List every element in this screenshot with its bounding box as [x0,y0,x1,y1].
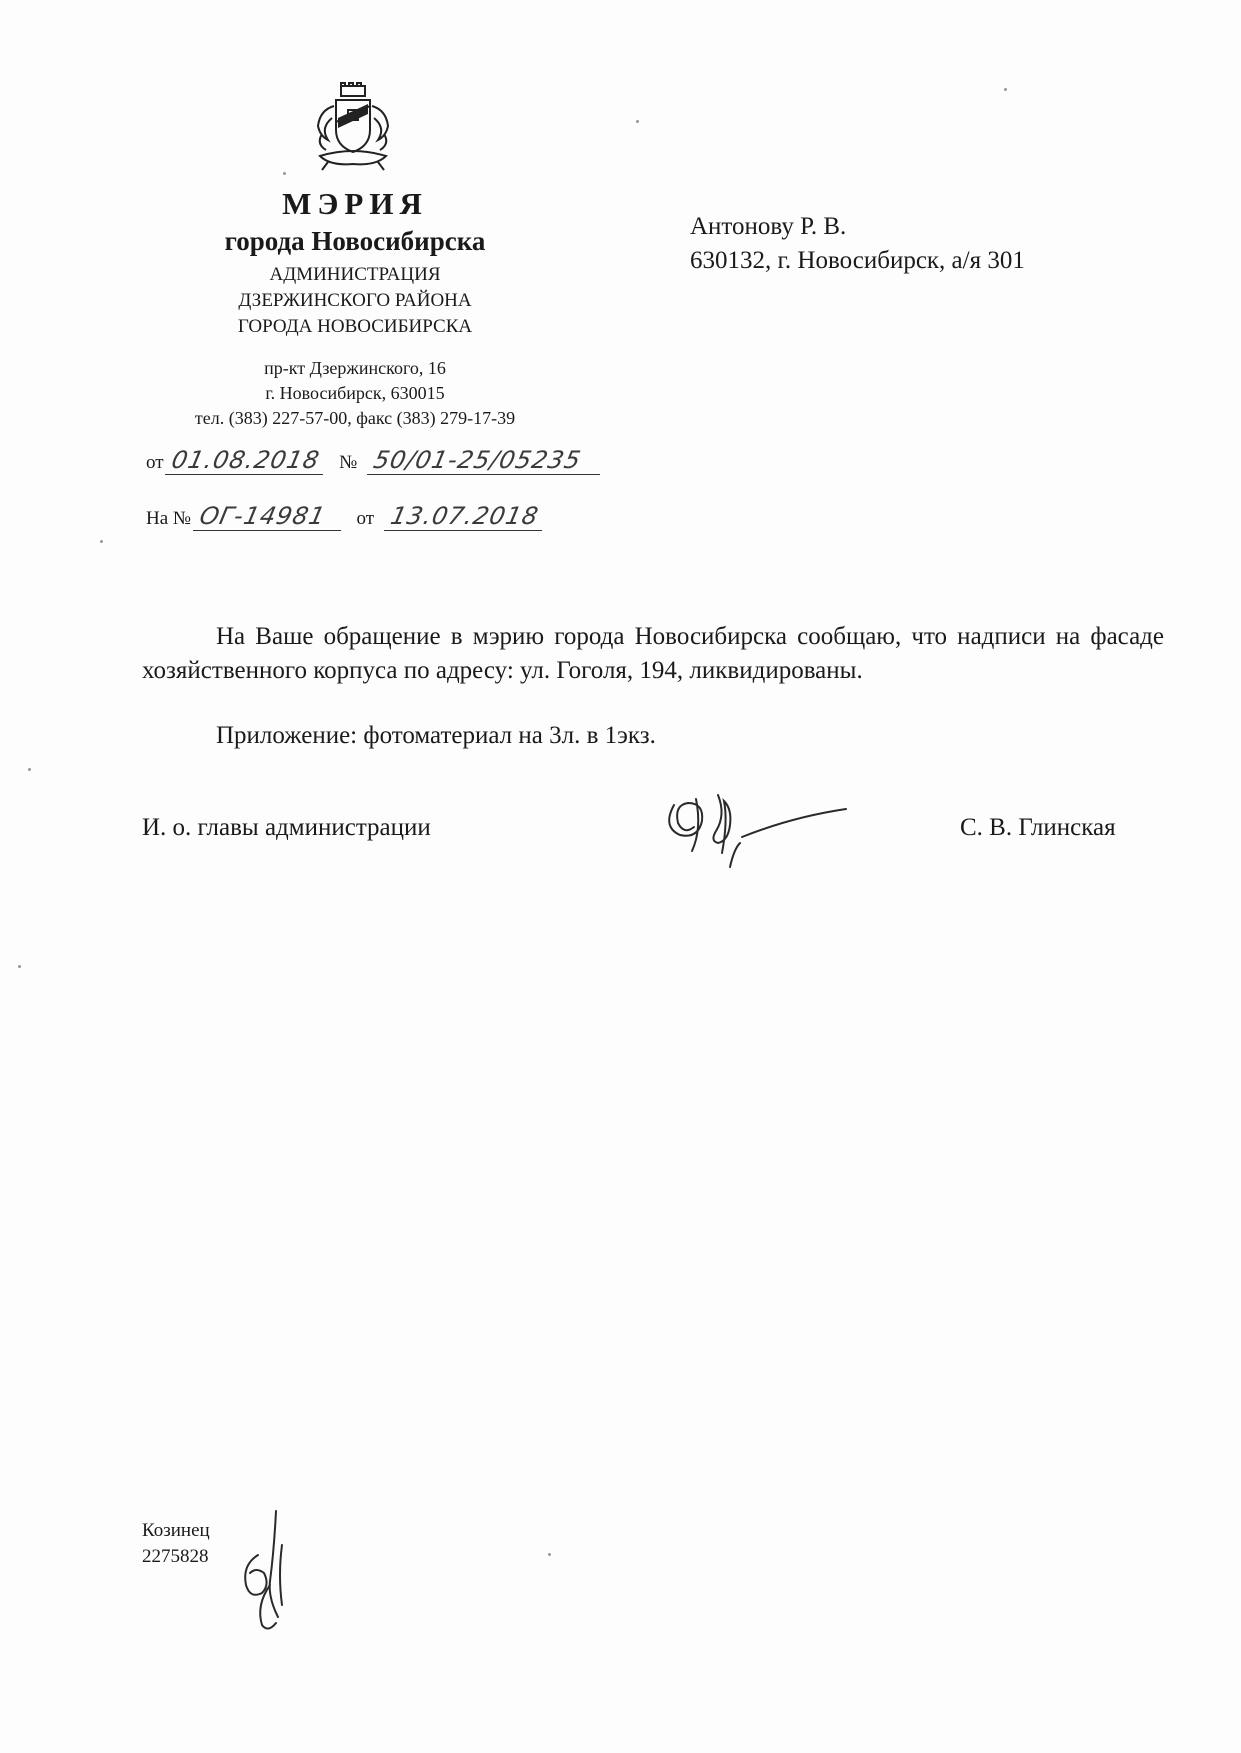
handwritten-signature-icon [660,785,850,875]
address-street: пр-кт Дзержинского, 16 [264,358,446,378]
scan-speck [28,768,31,771]
outgoing-number-label: № [339,452,358,473]
org-line-district: ДЗЕРЖИНСКОГО РАЙОНА [238,290,472,311]
city-coat-of-arms-icon [308,82,398,174]
scan-speck [283,172,286,175]
executor-block [142,1518,210,1570]
org-title: МЭРИЯ [282,186,428,221]
incoming-number-label: На № [146,508,192,529]
executor-phone: 2275828 [142,1546,209,1567]
outgoing-date-value: 01.08.2018 [165,446,329,475]
outgoing-reference [146,446,603,475]
handwritten-initials-icon [232,1505,302,1635]
address-phone: тел. (383) 227-57-00, факс (383) 279-17-39 [194,408,516,428]
address-city: г. Новосибирск, 630015 [265,383,445,403]
org-city: города Новосибирска [224,226,486,256]
scan-speck [548,1553,551,1556]
letter-body: На Ваше обращение в мэрию города Новосибирска сообщаю, что надписи на фасаде хозяйственного корпуса по адресу: ул. Гоголя, 194, ликвидированы. [142,623,1164,684]
scan-speck [100,540,103,543]
scan-speck [636,120,639,123]
signatory-name: С. В. Глинская [960,814,1116,841]
org-address [140,356,570,431]
incoming-date-value: 13.07.2018 [384,502,548,531]
outgoing-date-label: от [146,452,164,473]
attachment-line: Приложение: фотоматериал на 3л. в 1экз. [216,722,656,749]
org-department [170,262,540,340]
incoming-date-label: от [356,508,375,529]
addressee-name: Антонову Р. В. [690,213,847,240]
org-line-city: ГОРОДА НОВОСИБИРСКА [237,316,473,337]
org-line-administration: АДМИНИСТРАЦИЯ [269,264,441,285]
addressee-block [690,210,1025,278]
incoming-reference [146,502,545,531]
executor-name: Козинец [142,1520,210,1541]
scan-speck [18,965,21,968]
outgoing-number-value: 50/01-25/05235 [367,446,606,475]
incoming-number-value: ОГ-14981 [193,502,347,531]
addressee-address: 630132, г. Новосибирск, а/я 301 [690,247,1025,274]
signatory-role: И. о. главы администрации [142,814,431,841]
scan-speck [1004,88,1007,91]
